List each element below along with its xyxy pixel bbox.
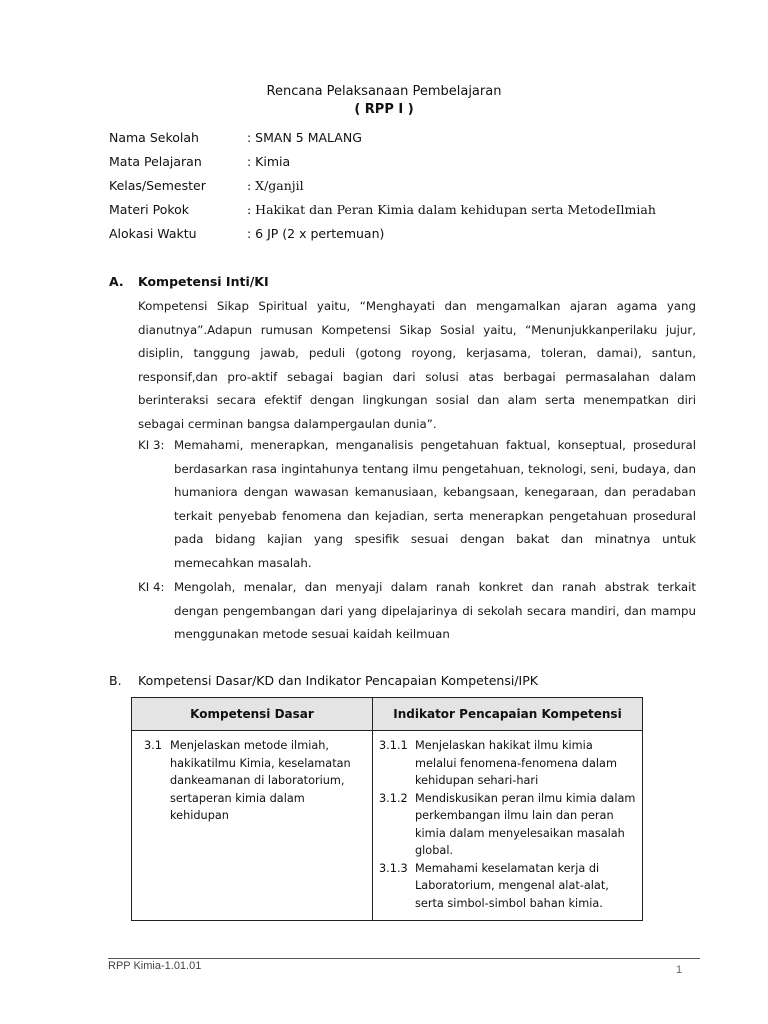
info-label: Alokasi Waktu xyxy=(109,226,197,241)
kd-ipk-table xyxy=(131,697,643,921)
info-label: Kelas/Semester xyxy=(109,178,206,193)
info-value: : SMAN 5 MALANG xyxy=(247,130,362,145)
ki-paragraph: Kompetensi Sikap Spiritual yaitu, “Menghayati dan mengamalkan ajaran agama yang dianutnya”.Adapun rumusan Kompetensi Sikap Sosial yaitu, “Menunjukkanperilaku jujur, disiplin, tanggung jawab, peduli (gotong royong, kerjasama, toleran, damai), santun, responsif,dan pro-aktif sebagai bagian dari solusi atas berbagai permasalahan dalam berinteraksi secara efektif dengan lingkungan sosial dan alam serta menempatkan diri sebagai cerminan bangsa dalampergaulan dunia”. xyxy=(138,299,696,431)
ki3-text: Memahami, menerapkan, menganalisis pengetahuan faktual, konseptual, prosedural berdasarkan rasa ingintahunya tentang ilmu pengetahuan, teknologi, seni, budaya, dan humaniora dengan wawasan kemanusiaan, kebangsaan, kenegaraan, dan peradaban terkait penyebab fenomena dan kejadian, serta menerapkan pengetahuan prosedural pada bidang kajian yang spesifik sesuai dengan bakat dan minatnya untuk memecahkan masalah. xyxy=(174,438,696,570)
ipk-text: Mendiskusikan peran ilmu kimia dalam perkembangan ilmu lain dan peran kimia dalam menyelesaikan masalah global. xyxy=(415,791,636,857)
info-value: : X/ganjil xyxy=(247,178,304,193)
kd-cell xyxy=(132,731,373,921)
info-label: Nama Sekolah xyxy=(109,130,199,145)
info-row-subject xyxy=(109,154,669,178)
col-header-kd: Kompetensi Dasar xyxy=(132,698,373,731)
ipk-number: 3.1.2 xyxy=(379,791,408,805)
ipk-item xyxy=(379,737,636,790)
ipk-item xyxy=(379,790,636,860)
info-row-time xyxy=(109,226,669,250)
ki4-label: KI 4: xyxy=(138,580,165,594)
ipk-number: 3.1.1 xyxy=(379,739,408,752)
info-label: Mata Pelajaran xyxy=(109,154,202,169)
ipk-item xyxy=(379,860,636,913)
table-header-row xyxy=(132,698,643,731)
document-subtitle: ( RPP I ) xyxy=(354,102,414,117)
section-letter: A. xyxy=(109,274,124,289)
info-value: : Kimia xyxy=(247,154,291,169)
info-value: : Hakikat dan Peran Kimia dalam kehidupan serta MetodeIlmiah xyxy=(247,202,656,217)
info-row-topic xyxy=(109,202,669,226)
col-header-ipk: Indikator Pencapaian Kompetensi xyxy=(373,698,643,731)
ki3-label: KI 3: xyxy=(138,438,165,452)
info-row-school xyxy=(109,130,669,154)
table-row xyxy=(132,731,643,921)
document-title: Rencana Pelaksanaan Pembelajaran xyxy=(266,84,502,99)
ki4-text: Mengolah, menalar, dan menyaji dalam ranah konkret dan ranah abstrak terkait dengan pengembangan dari yang dipelajarinya di sekolah secara mandiri, dan mampu menggunakan metode sesuai kaidah keilmuan xyxy=(174,580,696,641)
info-label: Materi Pokok xyxy=(109,202,190,217)
identity-table xyxy=(109,130,669,250)
ipk-text: Memahami keselamatan kerja di Laboratorium, mengenal alat-alat, serta simbol-simbol bahan kimia. xyxy=(415,861,609,910)
section-letter: B. xyxy=(109,673,122,688)
kd-text: Menjelaskan metode ilmiah, hakikatilmu Kimia, keselamatan dankeamanan di laboratorium, sertaperan kimia dalam kehidupan xyxy=(170,739,351,822)
info-value: : 6 JP (2 x pertemuan) xyxy=(247,226,385,241)
ipk-number: 3.1.3 xyxy=(379,861,408,875)
kd-number: 3.1 xyxy=(144,739,162,752)
footer-doc-code: RPP Kimia-1.01.01 xyxy=(108,960,202,972)
page-number: 1 xyxy=(676,964,683,976)
section-title: Kompetensi Dasar/KD dan Indikator Pencapaian Kompetensi/IPK xyxy=(138,673,538,688)
ipk-cell xyxy=(373,731,643,921)
section-title: Kompetensi Inti/KI xyxy=(138,274,269,289)
footer-divider xyxy=(108,958,700,959)
info-row-class xyxy=(109,178,669,202)
kd-item xyxy=(144,737,366,825)
ipk-text: Menjelaskan hakikat ilmu kimia melalui fenomena-fenomena dalam kehidupan sehari-hari xyxy=(415,739,617,787)
